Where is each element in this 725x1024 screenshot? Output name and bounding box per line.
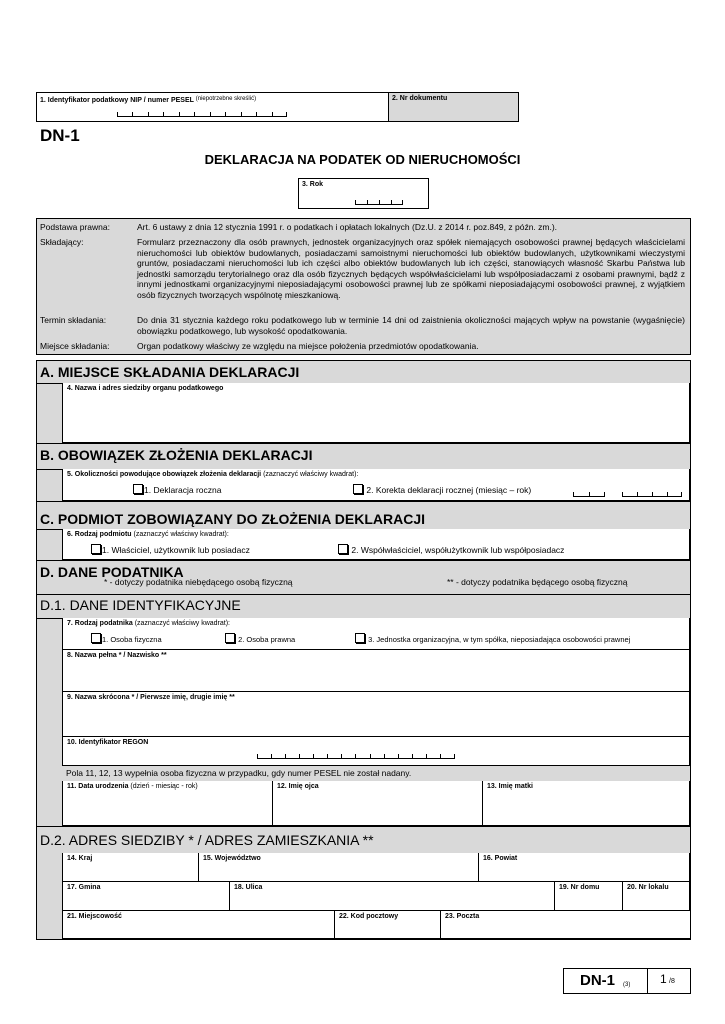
field19-label: 19. Nr domu: [559, 884, 600, 891]
nip-digit-boxes[interactable]: [117, 111, 287, 117]
birth-date-field[interactable]: [62, 781, 273, 826]
field6-hint: (zaznaczyć właściwy kwadrat):: [133, 531, 229, 538]
year-field[interactable]: [298, 178, 429, 209]
field16-label: 16. Powiat: [483, 855, 518, 862]
field5-label: 5. Okoliczności powodujące obowiązek złożenia deklaracji: [67, 471, 262, 478]
option-co-owner-label: 2. Współwłaściciel, współużytkownik lub współposiadacz: [351, 545, 565, 555]
checkbox-correction[interactable]: [353, 484, 363, 494]
basis-label: Podstawa prawna:: [40, 222, 110, 232]
field22-label: 22. Kod pocztowy: [339, 913, 399, 920]
street-field[interactable]: [230, 882, 555, 911]
field2-label: 2. Nr dokumentu: [392, 95, 448, 102]
voivodeship-field[interactable]: [199, 853, 479, 882]
short-name-field[interactable]: [62, 692, 690, 737]
regon-field[interactable]: [62, 737, 690, 766]
deadline-text: Do dnia 31 stycznia każdego roku podatkowego lub w terminie 14 dni od zaistnienia okoliczności mających wpływ na powstanie (wygaśnięcie) obowiązku podatkowego, lub wysokość opodatkowania.: [137, 315, 685, 336]
checkbox-owner[interactable]: [91, 544, 101, 554]
year-digit-boxes[interactable]: [355, 199, 403, 205]
country-field[interactable]: [62, 853, 199, 882]
place-label: Miejsce składania:: [40, 341, 110, 351]
checkbox-legal-person[interactable]: [225, 633, 235, 643]
section-b-title: B. OBOWIĄZEK ZŁOŻENIA DEKLARACJI: [40, 447, 313, 463]
option-annual-label: 1. Deklaracja roczna: [144, 485, 222, 495]
correction-month-boxes[interactable]: [573, 491, 605, 497]
field1-note: (niepotrzebne skreślić): [195, 96, 257, 102]
identifier-box: [36, 92, 519, 122]
city-field[interactable]: [62, 911, 335, 939]
deadline-label: Termin składania:: [40, 315, 107, 325]
option-annual[interactable]: [133, 484, 221, 495]
full-name-field[interactable]: [62, 650, 690, 692]
option-correction[interactable]: [353, 484, 531, 495]
field9-label: 9. Nazwa skrócona * / Pierwsze imię, drugie imię **: [67, 694, 235, 701]
section-d-note2: ** - dotyczy podatnika będącego osobą fizyczną: [447, 577, 628, 587]
legal-info: [36, 218, 691, 355]
father-name-field[interactable]: [273, 781, 483, 826]
footer-page-number: 1: [660, 972, 667, 986]
checkbox-natural-person[interactable]: [91, 633, 101, 643]
field17-label: 17. Gmina: [67, 884, 101, 891]
section-c-title: C. PODMIOT ZOBOWIĄZANY DO ZŁOŻENIA DEKLARACJI: [40, 511, 425, 527]
footer-form-code-box: [563, 968, 691, 994]
field18-label: 18. Ulica: [234, 884, 263, 891]
field7-hint: (zaznaczyć właściwy kwadrat):: [134, 620, 230, 627]
option-natural-person-label: 1. Osoba fizyczna: [102, 635, 162, 644]
option-legal-person-label: 2. Osoba prawna: [238, 635, 296, 644]
submitters-text: Formularz przeznaczony dla osób prawnych, jednostek organizacyjnych oraz spółek niemających osobowości prawnej będących właścicielami nieruchomości lub obiektów budowlanych, posiadaczami samoistnymi nieruchomości lub obiektów budowlanych, użytkownikami wieczystymi gruntów, posiadaczami nieruchomości lub ich części albo obiektów budowlanych lub ich części, stanowiących własność Skarbu Państwa lub jednostki samorządu terytorialnego oraz dla osób fizycznych będących współwłaścicielami lub współposiadaczami z osobami prawnymi, bądź z innymi jednostkami organizacyjnymi nieposiadającymi osobowości prawnej lub ze spółkami nieposiadającymi osobowości prawnej, z wyjątkiem osób fizycznych tworzących wspólnotę mieszkaniową.: [137, 237, 685, 300]
document-number-field: [389, 93, 518, 121]
submitters-label: Składający:: [40, 237, 84, 247]
option-co-owner[interactable]: [338, 544, 564, 555]
form-title: DEKLARACJA NA PODATEK OD NIERUCHOMOŚCI: [204, 152, 521, 167]
form-code: DN-1: [40, 126, 80, 145]
option-owner-label: 1. Właściciel, użytkownik lub posiadacz: [102, 545, 250, 555]
field6-label: 6. Rodzaj podmiotu: [67, 531, 132, 538]
footer-code: DN-1: [580, 972, 616, 989]
house-number-field[interactable]: [555, 882, 623, 911]
section-d2-title: D.2. ADRES SIEDZIBY * / ADRES ZAMIESZKANIA **: [40, 832, 374, 848]
circumstances-field: [62, 469, 690, 501]
field14-label: 14. Kraj: [67, 855, 93, 862]
section-d1-title: D.1. DANE IDENTYFIKACYJNE: [40, 597, 241, 613]
option-organizational-unit-label: 3. Jednostka organizacyjna, w tym spółka, nieposiadająca osobowości prawnej: [368, 635, 631, 644]
field23-label: 23. Poczta: [445, 913, 480, 920]
section-d-title: D. DANE PODATNIKA: [40, 564, 184, 580]
field21-label: 21. Miejscowość: [67, 913, 122, 920]
basis-text: Art. 6 ustawy z dnia 12 stycznia 1991 r. o podatkach i opłatach lokalnych (Dz.U. z 2014 r. poz.849, z późn. zm.).: [137, 222, 558, 232]
checkbox-annual[interactable]: [133, 484, 143, 494]
post-office-field[interactable]: [441, 911, 690, 939]
field7-label: 7. Rodzaj podatnika: [67, 620, 133, 627]
tax-office-field[interactable]: [62, 383, 690, 443]
main-form: [36, 360, 691, 940]
field5-hint: (zaznaczyć właściwy kwadrat):: [263, 471, 359, 478]
footer-page-total: /8: [669, 978, 675, 985]
postal-code-field[interactable]: [335, 911, 441, 939]
mother-name-field[interactable]: [483, 781, 690, 826]
year-label: 3. Rok: [302, 181, 324, 188]
nip-pesel-field[interactable]: [37, 93, 389, 121]
county-field[interactable]: [479, 853, 690, 882]
field8-label: 8. Nazwa pełna * / Nazwisko **: [67, 652, 167, 659]
correction-year-boxes[interactable]: [622, 491, 682, 497]
field13-label: 13. Imię matki: [487, 783, 533, 790]
field10-label: 10. Identyfikator REGON: [67, 739, 149, 746]
option-organizational-unit[interactable]: [355, 633, 630, 645]
field12-label: 12. Imię ojca: [277, 783, 319, 790]
option-owner[interactable]: [91, 544, 250, 555]
section-d-note1: * - dotyczy podatnika niebędącego osobą fizyczną: [104, 577, 293, 587]
taxpayer-type-field: [62, 618, 690, 650]
field4-label: 4. Nazwa i adres siedziby organu podatkowego: [67, 385, 224, 392]
checkbox-organizational-unit[interactable]: [355, 633, 365, 643]
place-text: Organ podatkowy właściwy ze względu na miejsce położenia przedmiotów opodatkowania.: [137, 341, 479, 351]
field11-label: 11. Data urodzenia: [67, 783, 129, 790]
option-legal-person[interactable]: [225, 633, 295, 645]
checkbox-co-owner[interactable]: [338, 544, 348, 554]
field1-label: 1. Identyfikator podatkowy NIP / numer PESEL: [40, 97, 194, 104]
section-a-title: A. MIEJSCE SKŁADANIA DEKLARACJI: [40, 364, 300, 380]
pesel-note: Pola 11, 12, 13 wypełnia osoba fizyczna w przypadku, gdy numer PESEL nie został nadany.: [66, 768, 412, 778]
apartment-number-field[interactable]: [623, 882, 690, 911]
option-correction-label: 2. Korekta deklaracji rocznej (miesiąc – rok): [366, 485, 532, 495]
field15-label: 15. Województwo: [203, 855, 261, 862]
entity-type-field: [62, 529, 690, 560]
municipality-field[interactable]: [62, 882, 230, 911]
field20-label: 20. Nr lokalu: [627, 884, 669, 891]
footer-version: (3): [623, 982, 631, 988]
option-natural-person[interactable]: [91, 633, 162, 645]
regon-digit-boxes[interactable]: [257, 753, 455, 759]
field11-hint: (dzień - miesiąc - rok): [130, 783, 198, 790]
